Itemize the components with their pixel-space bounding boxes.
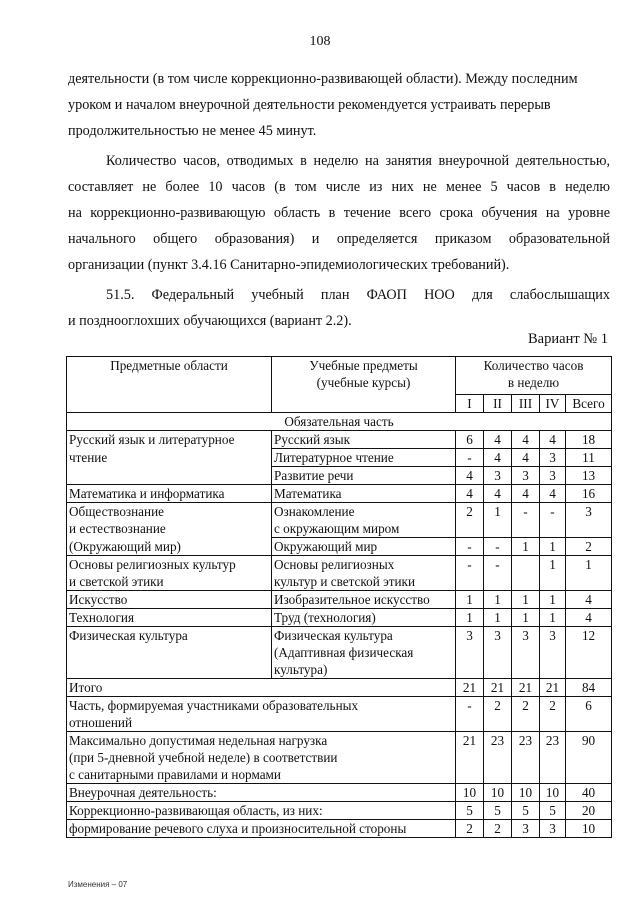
hours-cell: 2 [512,697,540,732]
area-cell: Технология [67,609,272,627]
hours-cell [540,520,566,538]
hours-cell [512,644,540,661]
hours-cell: 1 [456,591,484,609]
max-load-label: Максимально допустимая недельная нагрузка (при 5-дневной учебной неделе) в соответствии с санитарными правилами и нормами [67,732,456,784]
hours-cell: 10 [512,784,540,802]
total-cell: 40 [566,784,612,802]
subject-cell: культур и светской этики [272,573,456,591]
hours-cell [512,556,540,574]
hours-cell: 1 [484,609,512,627]
hours-cell: 3 [512,627,540,645]
subject-cell: Литературное чтение [272,449,456,467]
hours-cell: 4 [540,431,566,449]
hours-cell [512,573,540,591]
table-row [67,467,612,485]
extracurricular-row [67,784,612,802]
speech-hearing-row [67,820,612,838]
subject-cell: Ознакомление [272,503,456,521]
hours-cell: 4 [540,485,566,503]
max-load-row [67,732,612,784]
hours-cell [512,520,540,538]
hours-cell [484,573,512,591]
area-cell: Русский язык и литературное [67,431,272,449]
hours-cell [456,573,484,591]
total-cell: 4 [566,609,612,627]
area-cell: Физическая культура [67,627,272,645]
extracurricular-label: Внеурочная деятельность: [67,784,456,802]
hours-cell: 3 [512,820,540,838]
hours-cell: 6 [456,431,484,449]
hours-cell: 1 [484,591,512,609]
total-cell: 10 [566,820,612,838]
total-cell [566,644,612,661]
table-row [67,644,612,661]
total-cell [566,661,612,679]
table-row [67,503,612,521]
subject-cell: Труд (технология) [272,609,456,627]
mandatory-part-label: Обязательная часть [67,413,612,431]
total-cell [566,573,612,591]
hours-cell: 21 [456,732,484,784]
table-row [67,538,612,556]
hours-cell: 23 [512,732,540,784]
area-cell: чтение [67,449,272,467]
hours-cell: 1 [540,609,566,627]
hours-cell [456,661,484,679]
hours-cell: 1 [540,556,566,574]
table-header-row [67,357,612,395]
subject-cell: Математика [272,485,456,503]
hours-cell: 3 [512,467,540,485]
hours-cell: 5 [540,802,566,820]
hours-cell: 3 [540,820,566,838]
hours-cell: 21 [540,679,566,697]
area-cell [67,661,272,679]
table-row [67,627,612,645]
hours-cell [456,520,484,538]
text-line: Количество часов, отводимых в неделю на занятия внеурочной деятельностью, [106,153,610,169]
hours-cell [484,644,512,661]
table-row [67,520,612,538]
table-row [67,556,612,574]
text-line: на коррекционно-развивающую область в течение всего срока обучения на уровне [68,205,610,221]
correctional-label: Коррекционно-развивающая область, из них: [67,802,456,820]
hours-cell: 1 [484,503,512,521]
hours-cell: 5 [484,802,512,820]
grade-header: II [484,395,512,413]
text-line: составляет не более 10 часов (в том числе из них не менее 5 часов в неделю [68,179,610,195]
total-cell: 6 [566,697,612,732]
subject-cell: Русский язык [272,431,456,449]
total-cell: 13 [566,467,612,485]
hours-cell: 1 [512,591,540,609]
footer-note: Изменения – 07 [68,880,128,889]
area-cell: и естествознание [67,520,272,538]
paragraph-3 [68,282,610,334]
subject-cell: Изобразительное искусство [272,591,456,609]
hours-cell: 21 [456,679,484,697]
text-line: продолжительностью не менее 45 минут. [68,123,317,139]
hours-cell: 1 [540,591,566,609]
hours-cell [484,661,512,679]
total-cell: 16 [566,485,612,503]
section-heading-line: 51.5. Федеральный учебный план ФАОП НОО для слабослышащих [106,287,610,303]
hours-cell: 2 [484,820,512,838]
hours-cell: 4 [484,449,512,467]
total-cell: 90 [566,732,612,784]
subject-cell: с окружающим миром [272,520,456,538]
hours-cell: 3 [540,627,566,645]
grade-header: I [456,395,484,413]
header-hours: Количество часов в неделю [456,357,612,395]
total-cell: 4 [566,591,612,609]
mandatory-part-row [67,413,612,431]
participants-part-label: Часть, формируемая участниками образовательных отношений [67,697,456,732]
correctional-row [67,802,612,820]
hours-cell: - [540,503,566,521]
hours-cell: - [484,538,512,556]
text-line: деятельности (в том числе коррекционно-развивающей области). Между последним [68,71,578,87]
total-cell [566,520,612,538]
hours-cell: - [456,697,484,732]
subject-cell: Физическая культура [272,627,456,645]
paragraph-1 [68,66,610,144]
hours-cell: 4 [456,485,484,503]
table-row [67,431,612,449]
total-cell: 18 [566,431,612,449]
area-cell: и светской этики [67,573,272,591]
hours-cell: 1 [512,538,540,556]
area-cell: Математика и информатика [67,485,272,503]
section-heading-line: и позднооглохших обучающихся (вариант 2.2). [68,313,352,329]
hours-cell [512,661,540,679]
header-subjects: Учебные предметы (учебные курсы) [272,357,456,413]
hours-cell: 4 [456,467,484,485]
text-line: уроком и началом внеурочной деятельности рекомендуется устраивать перерыв [68,97,551,113]
subject-cell: Окружающий мир [272,538,456,556]
variant-label: Вариант № 1 [528,331,608,347]
hours-cell: 2 [484,697,512,732]
page-number: 108 [309,34,331,49]
grade-header-total: Всего [566,395,612,413]
hours-cell: 2 [540,697,566,732]
table-row [67,591,612,609]
subject-cell: Основы религиозных [272,556,456,574]
total-cell: 1 [566,556,612,574]
subject-cell: культура) [272,661,456,679]
hours-cell: 3 [484,467,512,485]
hours-cell: - [456,449,484,467]
text-line: организации (пункт 3.4.16 Санитарно-эпидемиологических требований). [68,257,510,273]
hours-cell [540,661,566,679]
subject-cell: Развитие речи [272,467,456,485]
total-cell: 12 [566,627,612,645]
hours-cell: 4 [512,485,540,503]
hours-cell: 21 [484,679,512,697]
hours-cell: 4 [512,431,540,449]
total-cell: 20 [566,802,612,820]
hours-cell: 4 [484,431,512,449]
table-row [67,661,612,679]
area-cell [67,467,272,485]
grade-header: IV [540,395,566,413]
speech-hearing-label: формирование речевого слуха и произносительной стороны [67,820,456,838]
table-row [67,609,612,627]
hours-cell: - [456,556,484,574]
hours-cell [456,644,484,661]
hours-cell: 10 [540,784,566,802]
hours-cell: 21 [512,679,540,697]
hours-cell: 5 [512,802,540,820]
hours-cell: 2 [456,503,484,521]
participants-part-row [67,697,612,732]
hours-cell: - [512,503,540,521]
paragraph-2 [68,148,610,278]
hours-cell: 3 [540,449,566,467]
hours-cell: 23 [540,732,566,784]
total-cell: 2 [566,538,612,556]
hours-cell [540,573,566,591]
curriculum-table [66,356,612,838]
total-cell: 84 [566,679,612,697]
hours-cell: 1 [456,609,484,627]
hours-cell: 5 [456,802,484,820]
hours-cell: 10 [456,784,484,802]
hours-cell: 2 [456,820,484,838]
hours-cell: - [456,538,484,556]
area-cell [67,644,272,661]
total-cell: 11 [566,449,612,467]
total-label: Итого [67,679,456,697]
total-cell: 3 [566,503,612,521]
area-cell: Искусство [67,591,272,609]
area-cell: (Окружающий мир) [67,538,272,556]
hours-cell: 4 [512,449,540,467]
hours-cell: 3 [456,627,484,645]
hours-cell: 23 [484,732,512,784]
hours-cell [540,644,566,661]
total-row [67,679,612,697]
area-cell: Основы религиозных культур [67,556,272,574]
table-row [67,573,612,591]
area-cell: Обществознание [67,503,272,521]
hours-cell: 1 [540,538,566,556]
subject-cell: (Адаптивная физическая [272,644,456,661]
hours-cell: 10 [484,784,512,802]
table-row [67,485,612,503]
hours-cell: - [484,556,512,574]
grade-header: III [512,395,540,413]
hours-cell: 1 [512,609,540,627]
hours-cell: 3 [484,627,512,645]
hours-cell: 4 [484,485,512,503]
header-areas: Предметные области [67,357,272,413]
hours-cell [484,520,512,538]
hours-cell: 3 [540,467,566,485]
text-line: начального общего образования) и определяется приказом образовательной [68,231,610,247]
table-row [67,449,612,467]
